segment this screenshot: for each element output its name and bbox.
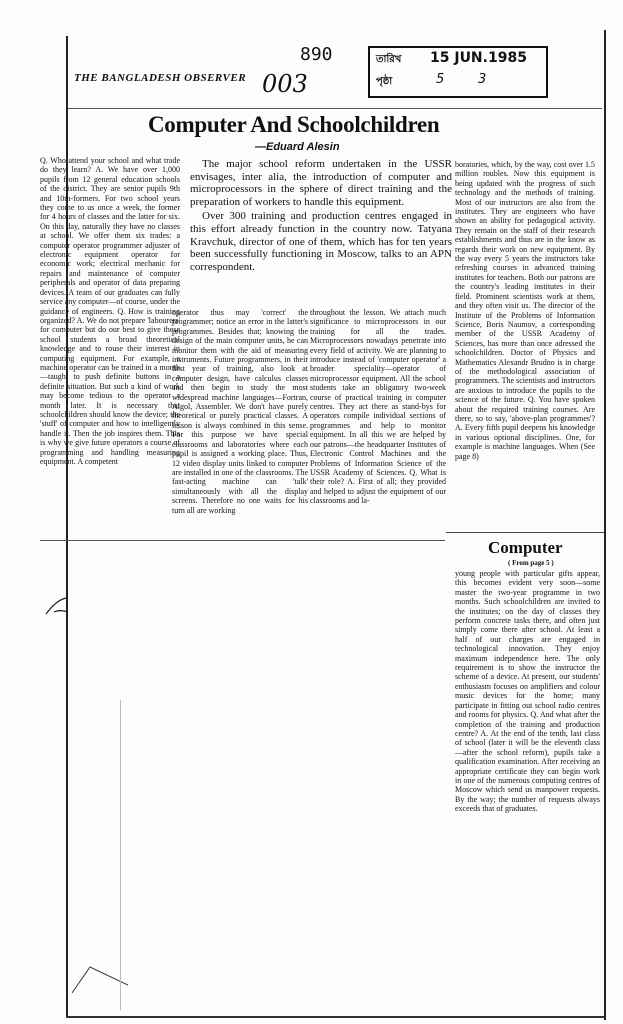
paper-fold-mark — [70, 955, 130, 995]
article-column-4 — [455, 160, 595, 540]
handwritten-number: 890 — [300, 44, 333, 65]
article-intro — [190, 158, 452, 275]
right-border-line — [604, 30, 606, 1020]
article-column-1 — [40, 156, 180, 540]
pen-scribble-mark — [44, 596, 70, 618]
column-text: operator thus may 'correct' the programmer; notice an error in the latter's programmes. Besides that; knowing the design of the main computer units, he can monitor them with the aid of measuring instruments. Future programmers, in their first year of training, also look at computer design, have calculus classes and then begin to study the most widespread machine languages—Fortran, Algol, Assembler. We don't have purely theoretical or purely practical classes. A lesson is always combined in this sense. For this purpose we have special classrooms and laboratories where each pupil is assigned a working place. Thus, 12 video display units linked to computer are installed in one of the classrooms. The fast-acting machine can 'talk' simultaneously with all the display screens. Therefore no one waits for his turn all are working — [172, 308, 308, 515]
column-text: Q. Who attend your school and what trade do they learn? A. We have over 1,000 pupils from 12 general education schools of the district. They are senior pupils 9th and 10th-formers. For two school years they come to us once a week, the former for 4 hours of classes and the latter for six. On this day, naturally they have no classes at school. We offer them six trades: a computer operator programmer adjuster of electronic equipment operator for economic work; electrical mechanic for repairs and maintenance of computer peripherals and operator of data preparing devices. A team of our graduates can fully service any computer—of course, under the guidance of engineers. Q. How is training organized? A. We do not prepare 'labourers' for computer but do our best to give these school students a broad theoretical knowledge and to rouse their interest in computing equipment. For example, a machine operator can be trained in a month—taught to push definite buttons in a definite situation. But such a kind of work may become tedious to the operator a month later. It is necessary that schoolchildren should know the device; the 'stuff' of computer and how to intelligently handle it. Then the job inspires them. This is why we give future operators a course of programming and handling measuring equipment. A competent — [40, 156, 180, 466]
intro-paragraph: Over 300 training and production centres engaged in this effort already function in the country now. Tatyana Kravchuk, director of one of them, which has for ten years been successfully functioning in Moscow, talks to an APN correspondent. — [190, 210, 452, 273]
continuation-note: ( From page 5 ) — [508, 559, 554, 567]
continuation-heading: Computer — [488, 538, 563, 557]
column-text: throughout the lesson. We attach much significance to microprocessors in our training for all the trades. Microprocessors nowadays penetrate into every field of activity. We are planning to introduce instead of 'computer operator' a broader speciality—operator of microprocessor equipment. All the school students take an obligatory two-week course of practical training in computer centres. They act there as stand-bys for operators compile individual sections of programmes and help to monitor equipment. In all this we are helped by our patrons—the headquarter Institutes of Electronic Control Machines and the Problems of Information Science of the USSR Academy of Sciences. Q. What is their role? A. First of all; they provided and helped to adjust the equipment of our classrooms and la- — [310, 308, 446, 506]
stamp-page-value: 5 — [436, 72, 445, 87]
bottom-border-line — [66, 1016, 604, 1018]
date-stamp — [368, 46, 548, 98]
column-text: boratories, which, by the way, cost over 1.5 million roubles. Now this equipment is being updated with the progress of such technology and the methods of training. Most of our instructors are also from the institutes. They are engineers who have shown an ability for pedagogical activity. They remain on the staff of their research establishments and thus are in the know as regards their work on new equipment. By the way every 5 years the instructors take refreshing courses in advanced training institutes for teachers. Both our patrons are the country's leading institutes in their field. Prominent scientists work at them, and they often visit us. The director of the Institute of the Problems of Information Science, Boris Naumov, a corresponding member of the USSR Academy of Sciences, has more than once adressed the schoolchildren. Doctor of Physics and Mathematics Alexandr Brudno is in charge of the methodological association of programmers. The scientists and instructors are anxious to introduce the pupils to the science of the future. Q. You have spoken about the required training courses. Are there, so to say, 'above-plan programmes'? A. Every fifth pupil deepens his knowledge in various optional disciplines. One, for example is machine languages. When (See page 8) — [455, 160, 595, 461]
stamp-page-label: পৃষ্ঠা — [376, 76, 393, 87]
article-title: Computer And Schoolchildren — [148, 112, 440, 137]
stamp-column-value: 3 — [478, 72, 487, 87]
article-byline: —Eduard Alesin — [255, 141, 340, 153]
article-column-3 — [310, 308, 446, 540]
column-text: young people with particular gifts appear, this becomes evident very soon—some master the two-year programme in two months. Such schoolchildren are invited to the institutes; on the day of classes they perform concrete tasks there, and often just simply come there after school. At least a half of our charges are engaged in technological innovation. They enjoy maximum independence here. The only requirement is to show the instructor the scheme of a device. At present, our students' enthusiasm focuses on amplifiers and colour music devices for the home; many participate in fitting out school radio centres and rooms for physics. Q. And what after the completion of the training and production centre? A. At the end of the tenth, last class of school (later it will be the eleventh class—after the school reform), pupils take a qualification examination. After receiving an appropriate certificate they can begin work in one of the numerous computing centres of Moscow which send us manpower requests. By the way; the number of requests always exceeds that of graduates. — [455, 569, 600, 814]
stamp-date-value: 15 JUN.1985 — [430, 50, 527, 66]
continuation-column — [455, 569, 600, 885]
faint-crease-line — [120, 700, 121, 1010]
stamp-date-label: তারিখ — [376, 54, 402, 65]
intro-paragraph: The major school reform undertaken in the USSR envisages, inter alia, the introduction of computer and microprocessors in the sphere of direct training and the preparation of workers to handle this equipment. — [190, 158, 452, 208]
newspaper-name: THE BANGLADESH OBSERVER — [74, 72, 247, 84]
handwritten-code: 003 — [262, 70, 308, 98]
clipping-bottom-rule — [40, 540, 445, 541]
header-rule — [68, 108, 602, 109]
article-column-2 — [172, 308, 308, 540]
